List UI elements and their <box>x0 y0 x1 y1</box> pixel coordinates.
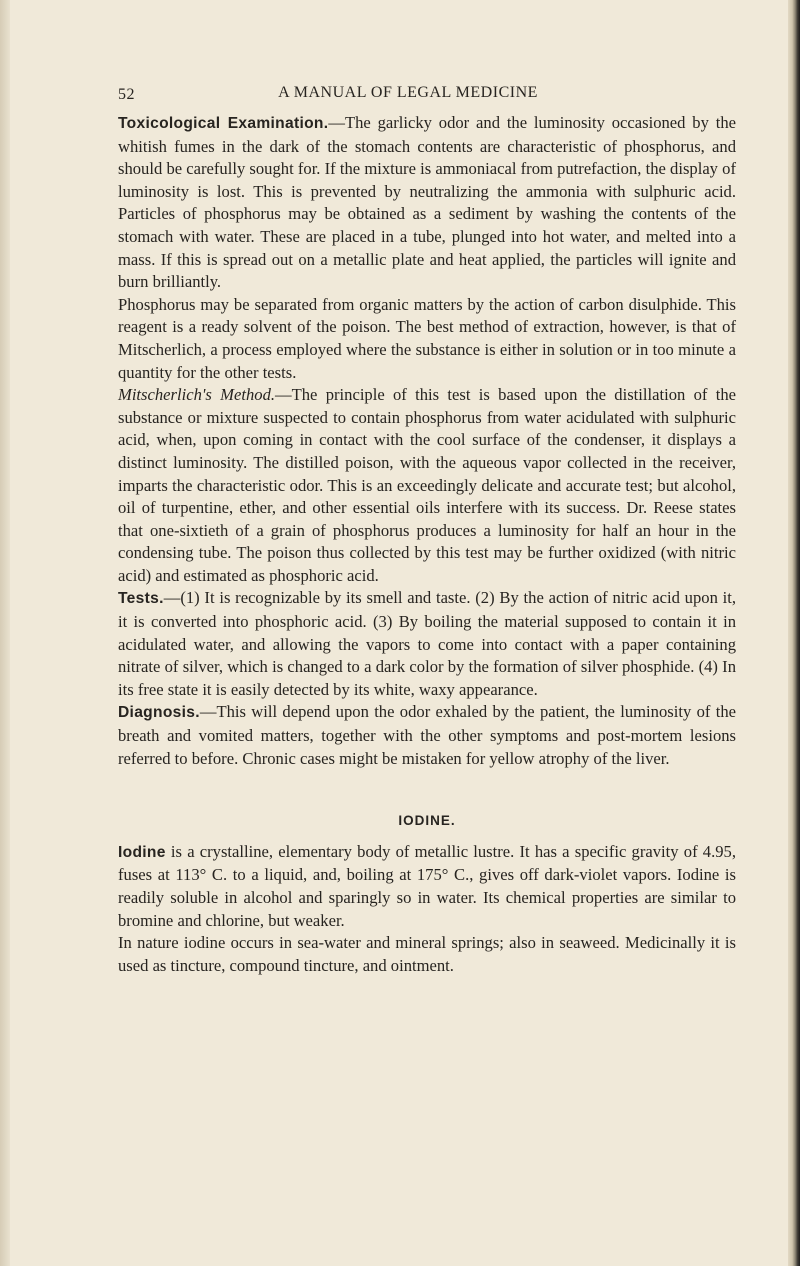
run-in-heading: Toxicological Examination. <box>118 115 329 132</box>
paragraph-iodine-nature <box>118 932 736 977</box>
paragraph-text: —(1) It is recognizable by its smell and taste. (2) By the action of nitric acid upon it, it is converted into phosphoric acid. (3) By boiling the material supposed to contain it in acidulated water, and allowing the vapors to come into contact with a paper containing nitrate of silver, which is changed to a dark color by the formation of silver phosphide. (4) In its free state it is easily detected by its white, waxy appearance. <box>118 588 736 699</box>
paragraph-text: Phosphorus may be separated from organic matters by the action of carbon disulphide. This reagent is a ready solvent of the poison. The best method of extraction, however, is that of Mitscherlich, a process employed where the substance is either in solution or in too minute a quantity for the other tests. <box>118 294 736 382</box>
paragraph-text: In nature iodine occurs in sea-water and mineral springs; also in seaweed. Medicinally it is used as tincture, compound tincture, and ointment. <box>118 933 736 975</box>
paragraph-iodine-properties <box>118 841 736 932</box>
paragraph-text: —This will depend upon the odor exhaled by the patient, the luminosity of the breath and vomited matters, together with the other symptoms and post-mortem lesions referred to before. Chronic cases might be mistaken for yellow atrophy of the liver. <box>118 702 736 768</box>
book-gutter-shadow <box>788 0 800 1266</box>
paragraph-separation <box>118 294 736 384</box>
paragraph-text: is a crystalline, elementary body of metallic lustre. It has a specific gravity of 4.95, fuses at 113° C. to a liquid, and, boiling at 175° C., gives off dark-violet vapors. Iodine is readily soluble in alcohol and sparingly so in water. Its chemical properties are similar to bromine and chlorine, but weaker. <box>118 841 736 930</box>
paragraph-text: —The principle of this test is based upon the distillation of the substance or mixture suspected to contain phosphorus from water acidulated with sulphuric acid, when, upon coming in contact with the cool surface of the condenser, it displays a distinct luminosity. The distilled poison, with the aqueous vapor collected in the receiver, imparts the characteristic odor. This is an exceedingly delicate and accurate test; but alcohol, oil of turpentine, ether, and other essential oils interfere with its success. Dr. Reese states that one-sixtieth of a grain of phosphorus produces a luminosity for half an hour in the condensing tube. The poison thus collected by this test may be further oxidized (with nitric acid) and estimated as phosphoric acid. <box>118 385 736 585</box>
run-in-heading: Diagnosis. <box>118 704 200 722</box>
paragraph-tests <box>118 587 736 701</box>
run-in-heading: Tests. <box>118 590 164 608</box>
section-heading-iodine: IODINE. <box>398 813 456 829</box>
paragraph-mitscherlich-method <box>118 384 736 587</box>
run-in-heading: Iodine <box>118 843 166 861</box>
paragraph-text: —The garlicky odor and the luminosity occasioned by the whitish fumes in the dark of the stomach contents are characteristic of phosphorus, and should be carefully sought for. If the mixture is ammoniacal from putrefaction, the display of luminosity is lost. This is prevented by neutralizing the ammonia with sulphuric acid. Particles of phosphorus may be obtained as a sediment by washing the contents of the stomach with water. These are placed in a tube, plunged into hot water, and melted into a mass. If this is spread out on a metallic plate and heat applied, the particles will ignite and burn brilliantly. <box>118 113 737 292</box>
paragraph-toxicological-examination <box>118 112 736 294</box>
run-in-heading: Mitscherlich's Method. <box>118 385 276 405</box>
paragraph-diagnosis <box>118 701 736 770</box>
running-head: A MANUAL OF LEGAL MEDICINE <box>278 84 538 101</box>
body-text <box>118 112 736 977</box>
page-number: 52 <box>118 86 135 103</box>
page-left-edge <box>0 0 10 1266</box>
